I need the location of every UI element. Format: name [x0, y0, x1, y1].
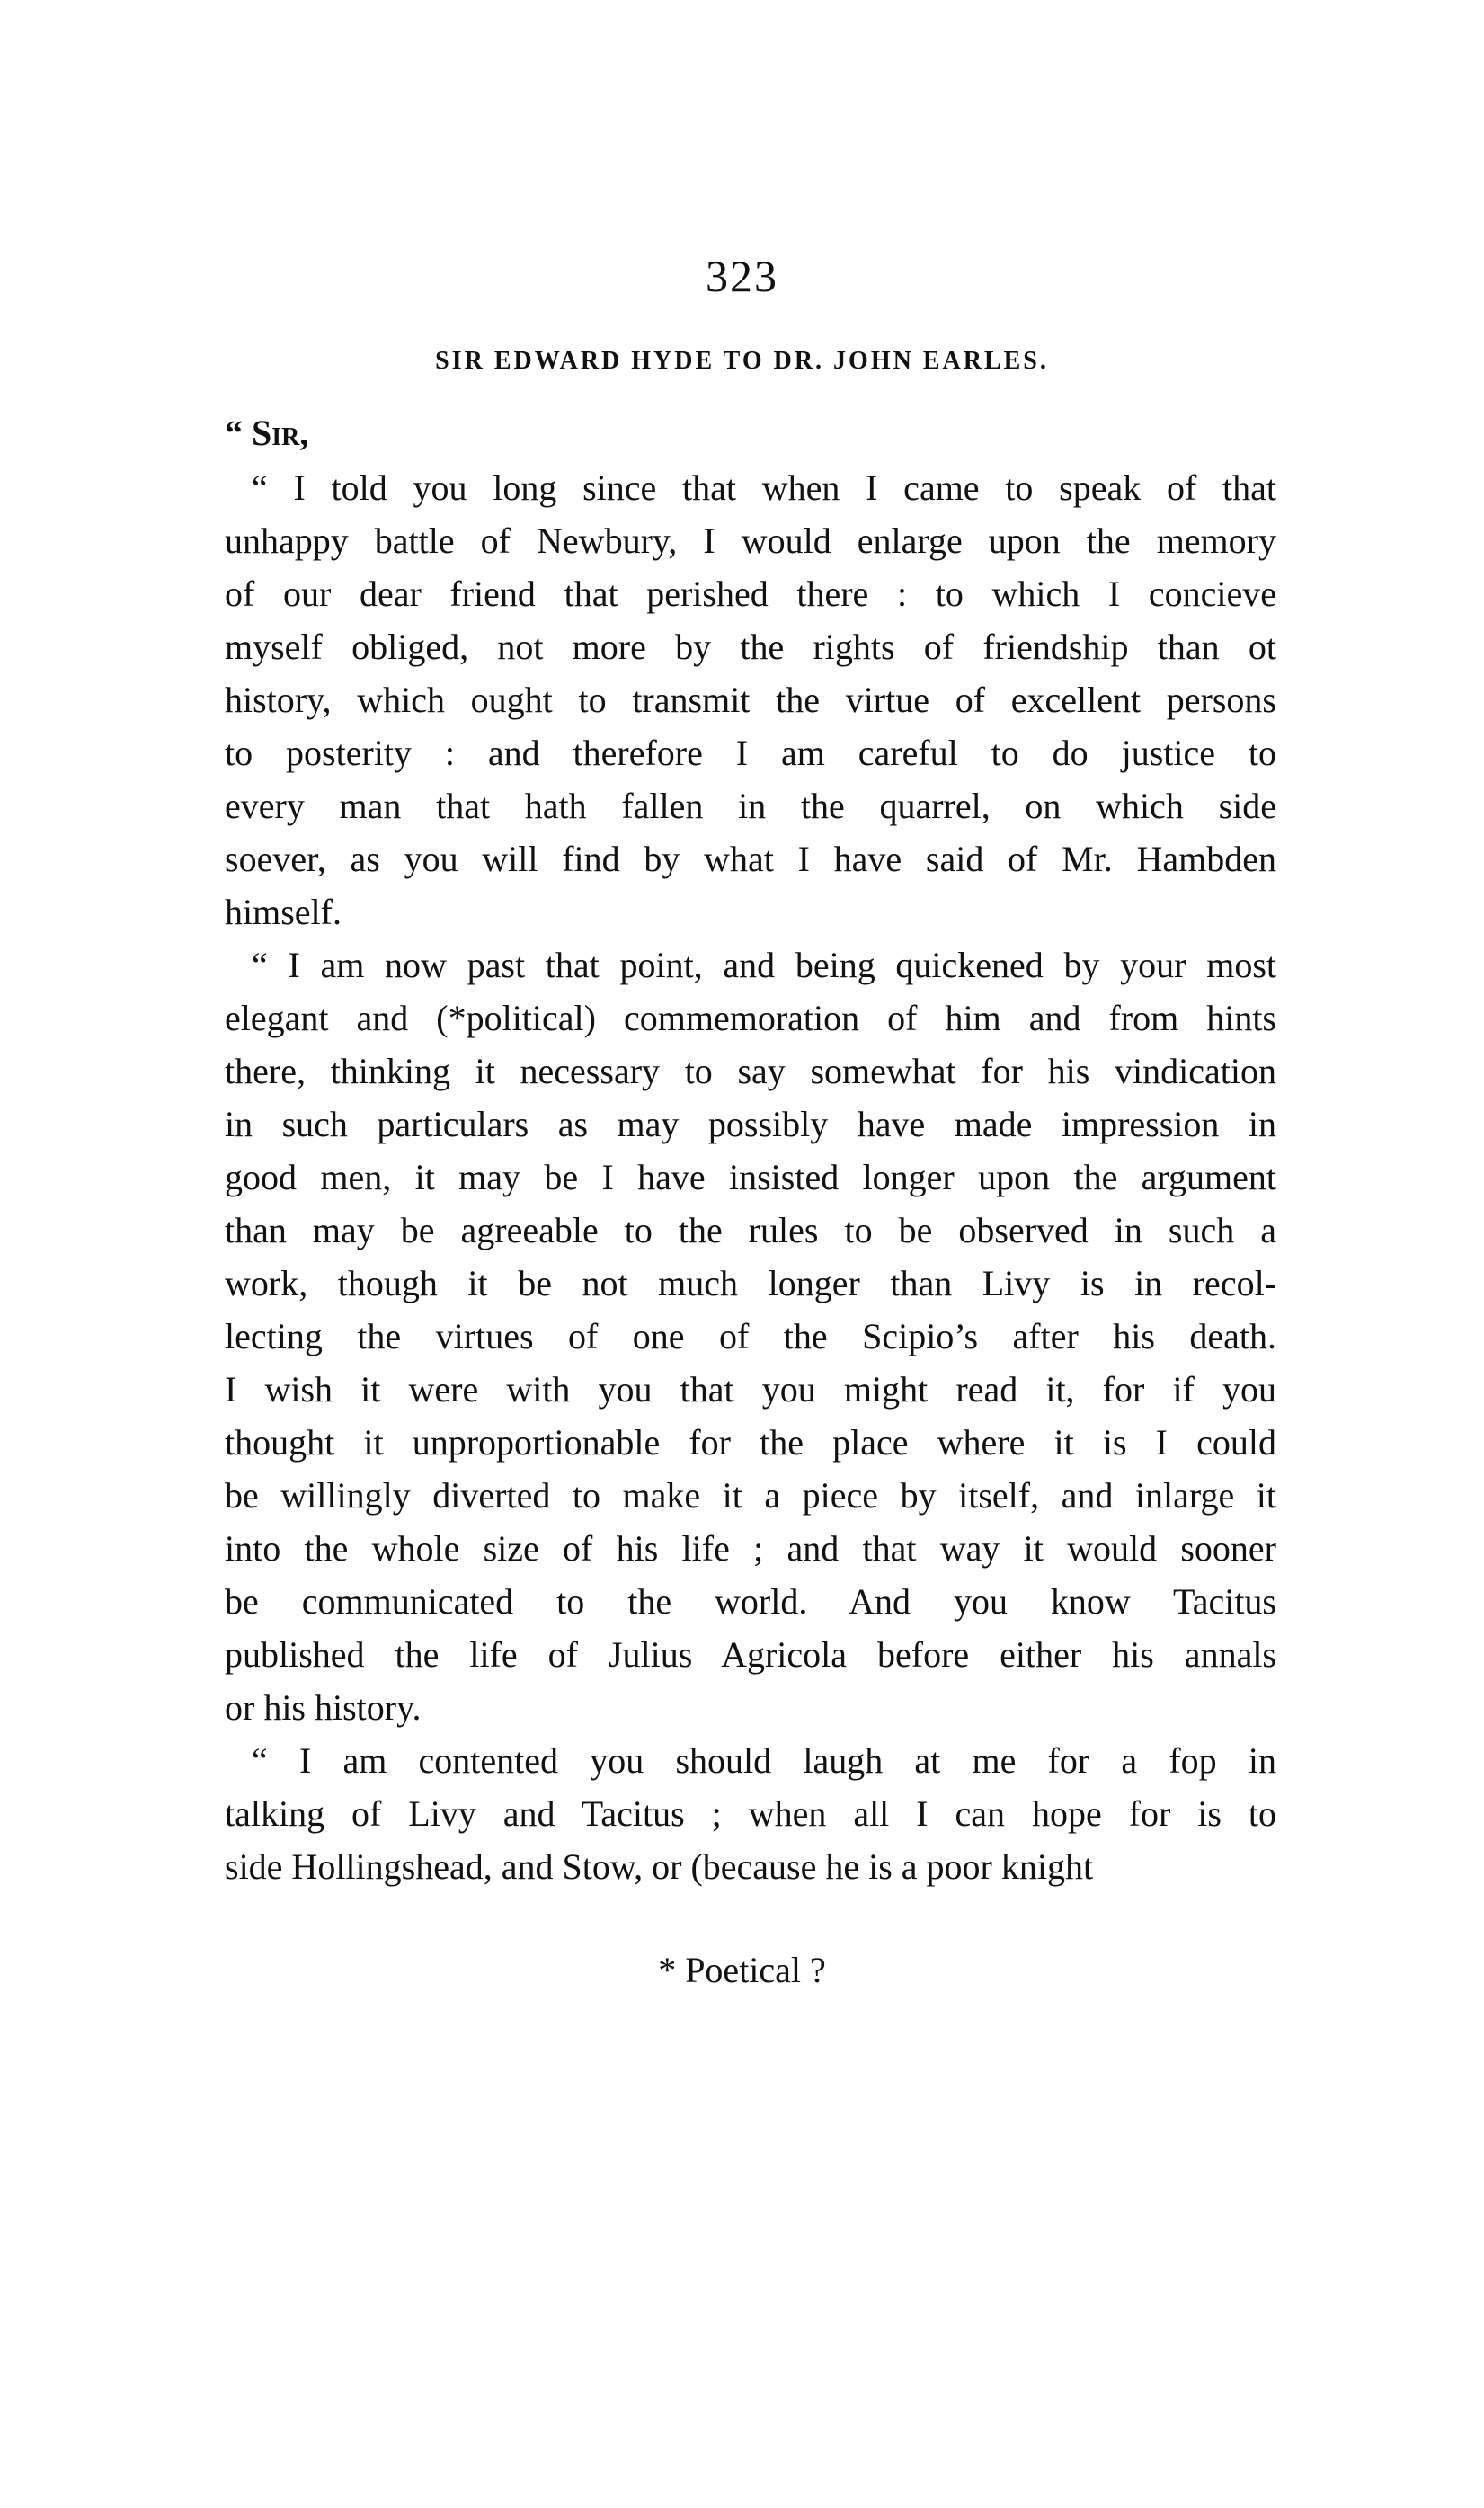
- text-line: elegant and (*political) commemoration of him and from hints: [225, 998, 1276, 1038]
- text-line: in such particulars as may possibly have made impression in: [225, 1104, 1276, 1144]
- text-line: himself.: [225, 892, 342, 932]
- paragraphs: [225, 461, 1276, 1893]
- text-line: “ I am contented you should laugh at me for a fop in: [252, 1740, 1276, 1781]
- text-line: into the whole size of his life ; and that way it would sooner: [225, 1528, 1276, 1569]
- text-line: to posterity : and therefore I am careful to do justice to: [225, 733, 1276, 773]
- footnote: * Poetical ?: [658, 1950, 826, 1990]
- text-line: soever, as you will find by what I have said of Mr. Hambden: [225, 839, 1276, 879]
- text-line: of our dear friend that perished there : to which I concieve: [225, 574, 1276, 614]
- paragraph: [225, 938, 1276, 1734]
- text-line: “ I told you long since that when I came to speak of that: [252, 467, 1276, 508]
- text-line: published the life of Julius Agricola before either his annals: [225, 1634, 1276, 1675]
- text-line: than may be agreeable to the rules to be observed in such a: [225, 1210, 1276, 1250]
- text-line: side Hollingshead, and Stow, or (because he is a poor knight: [225, 1846, 1094, 1887]
- letter-heading: SIR EDWARD HYDE TO DR. JOHN EARLES.: [435, 347, 1049, 375]
- text-line: be communicated to the world. And you know Tacitus: [225, 1581, 1276, 1622]
- salutation: “ Sir,: [225, 413, 309, 453]
- letter-body: [225, 406, 1276, 1893]
- text-line: there, thinking it necessary to say somewhat for his vindication: [225, 1051, 1276, 1091]
- paragraph: [225, 461, 1276, 938]
- text-line: talking of Livy and Tacitus ; when all I can hope for is to: [225, 1793, 1276, 1834]
- text-line: history, which ought to transmit the virtue of excellent persons: [225, 680, 1276, 720]
- text-line: thought it unproportionable for the place where it is I could: [225, 1422, 1276, 1463]
- text-line: every man that hath fallen in the quarrel, on which side: [225, 786, 1276, 826]
- page-number: 323: [706, 251, 778, 301]
- text-line: myself obliged, not more by the rights of friendship than ot: [225, 627, 1276, 667]
- text-line: unhappy battle of Newbury, I would enlarge upon the memory: [225, 520, 1276, 561]
- paragraph: [225, 1734, 1276, 1893]
- text-line: be willingly diverted to make it a piece by itself, and inlarge it: [225, 1475, 1276, 1516]
- text-line: good men, it may be I have insisted longer upon the argument: [225, 1157, 1276, 1197]
- text-line: I wish it were with you that you might read it, for if you: [225, 1369, 1276, 1410]
- text-line: work, though it be not much longer than Livy is in recol-: [225, 1263, 1276, 1303]
- text-line: lecting the virtues of one of the Scipio’s after his death.: [225, 1316, 1276, 1356]
- text-line: “ I am now past that point, and being quickened by your most: [252, 945, 1276, 985]
- text-line: or his history.: [225, 1687, 422, 1728]
